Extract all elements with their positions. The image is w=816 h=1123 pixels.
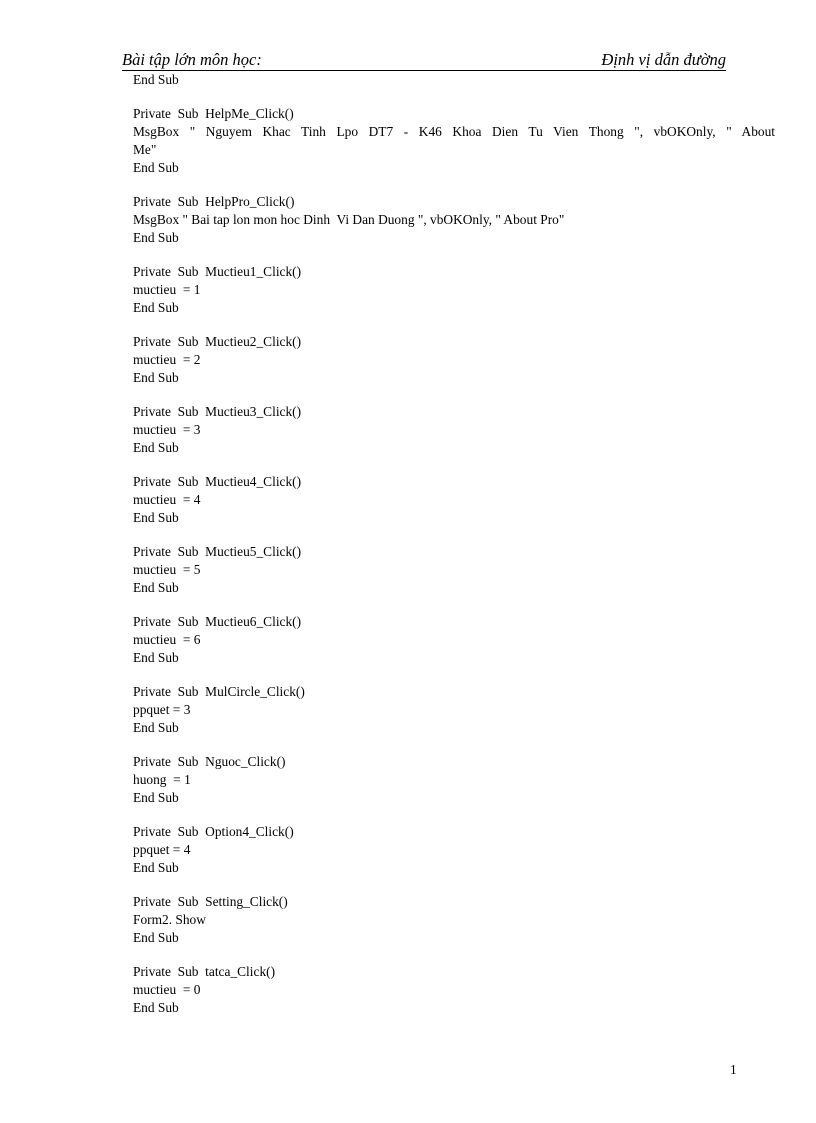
- sub-block: [133, 473, 775, 543]
- sub-end: End Sub: [133, 790, 179, 805]
- sub-body: huong = 1: [133, 772, 191, 787]
- sub-block: [133, 263, 775, 333]
- sub-declaration: Private Sub Muctieu3_Click(): [133, 404, 302, 419]
- sub-end: End Sub: [133, 160, 179, 175]
- sub-declaration: Private Sub Option4_Click(): [133, 824, 294, 839]
- sub-end: End Sub: [133, 720, 179, 735]
- sub-end: End Sub: [133, 930, 179, 945]
- sub-body: ppquet = 4: [133, 842, 191, 857]
- sub-body: muctieu = 3: [133, 422, 201, 437]
- page-number: 1: [730, 1062, 737, 1077]
- sub-end: End Sub: [133, 300, 179, 315]
- sub-body: muctieu = 4: [133, 492, 201, 507]
- sub-body: Form2. Show: [133, 912, 206, 927]
- sub-declaration: Private Sub Muctieu1_Click(): [133, 264, 302, 279]
- sub-block: [133, 543, 775, 613]
- sub-declaration: Private Sub Muctieu6_Click(): [133, 614, 302, 629]
- sub-block: [133, 753, 775, 823]
- sub-declaration: Private Sub Muctieu2_Click(): [133, 334, 302, 349]
- sub-body: muctieu = 5: [133, 562, 201, 577]
- sub-declaration: Private Sub MulCircle_Click(): [133, 684, 305, 699]
- code-line: End Sub: [133, 72, 179, 87]
- sub-end: End Sub: [133, 580, 179, 595]
- msgbox-line: MsgBox " Nguyem Khac Tinh Lpo DT7 - K46 Khoa Dien Tu Vien Thong ", vbOKOnly, " About: [133, 124, 775, 139]
- sub-end: End Sub: [133, 650, 179, 665]
- sub-body: muctieu = 6: [133, 632, 201, 647]
- sub-declaration: Private Sub Muctieu5_Click(): [133, 544, 302, 559]
- sub-block: [133, 613, 775, 683]
- sub-body: muctieu = 0: [133, 982, 201, 997]
- sub-declaration: Private Sub Setting_Click(): [133, 894, 288, 909]
- sub-declaration: Private Sub HelpMe_Click(): [133, 106, 294, 121]
- sub-block: [133, 333, 775, 403]
- sub-end: End Sub: [133, 440, 179, 455]
- sub-declaration: Private Sub Muctieu4_Click(): [133, 474, 302, 489]
- sub-body: muctieu = 2: [133, 352, 201, 367]
- header-course-title: Bài tập lớn môn học:: [122, 50, 262, 69]
- page-header: [122, 50, 726, 71]
- header-subject: Định vị dẫn đường: [601, 50, 726, 69]
- sub-body: muctieu = 1: [133, 282, 201, 297]
- sub-block: [133, 893, 775, 963]
- sub-end: End Sub: [133, 510, 179, 525]
- sub-end: End Sub: [133, 370, 179, 385]
- sub-end: End Sub: [133, 1000, 179, 1015]
- code-listing: [133, 71, 775, 1017]
- sub-block: [133, 403, 775, 473]
- sub-declaration: Private Sub Nguoc_Click(): [133, 754, 286, 769]
- sub-block: [133, 683, 775, 753]
- msgbox-line: MsgBox " Bai tap lon mon hoc Dinh Vi Dan Duong ", vbOKOnly, " About Pro": [133, 212, 565, 227]
- sub-block: [133, 823, 775, 893]
- sub-end: End Sub: [133, 230, 179, 245]
- sub-body: ppquet = 3: [133, 702, 191, 717]
- sub-block: [133, 963, 775, 1017]
- sub-declaration: Private Sub HelpPro_Click(): [133, 194, 295, 209]
- sub-end: End Sub: [133, 860, 179, 875]
- sub-declaration: Private Sub tatca_Click(): [133, 964, 276, 979]
- msgbox-line-continued: Me": [133, 142, 157, 157]
